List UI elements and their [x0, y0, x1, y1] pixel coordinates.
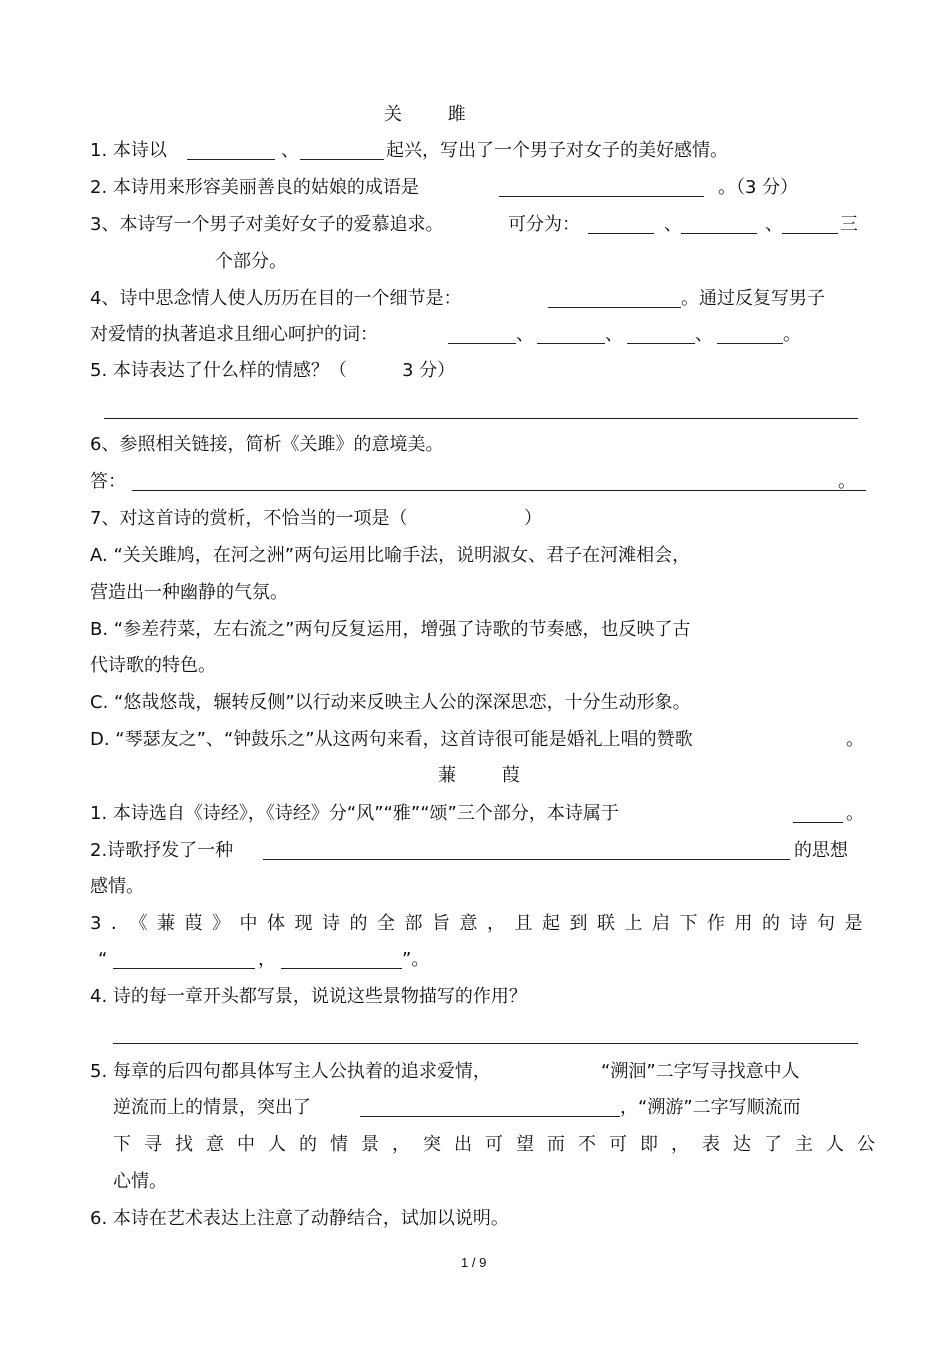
s2-q4-answer-line[interactable] [113, 1043, 858, 1044]
s1-q3-text-a: 3、本诗写一个男子对美好女子的爱慕追求。 [90, 214, 444, 235]
s1-q1-text-c: 起兴，写出了一个男子对女子的美好感情。 [386, 140, 728, 161]
s2-q1-text-b: 。 [846, 803, 864, 824]
s2-q2-text-b: 的思想 [794, 840, 848, 861]
s1-q5-answer-line[interactable] [104, 418, 858, 419]
s2-q5-blank[interactable] [360, 1098, 620, 1117]
s1-q6-text-b: 答： [90, 471, 126, 492]
s1-q4-text-g: 。 [783, 324, 801, 345]
s1-q1-text-a: 1. 本诗以 [90, 140, 167, 161]
s1-q4-text-d: 、 [516, 324, 534, 345]
s1-q4-text-e: 、 [605, 324, 623, 345]
s1-q4-blank-word-4[interactable] [717, 325, 783, 344]
s1-q3-text-e: 三 [840, 214, 858, 235]
s1-q6-text-a: 6、参照相关链接，简析《关雎》的意境美。 [90, 434, 444, 455]
s2-q5-text-e: 下寻找意中人的情景，突出可望而不可即，表达了主人公 [113, 1134, 888, 1155]
s1-q5-text-a: 5. 本诗表达了什么样的情感？（ [90, 360, 347, 381]
s1-q1-blank-1[interactable] [187, 141, 275, 160]
s2-q3-comma: ， [258, 949, 276, 970]
s2-q4-text-a: 4. 诗的每一章开头都写景，说说这些景物描写的作用？ [90, 986, 527, 1007]
page-number: 1 / 9 [461, 1255, 487, 1270]
s1-q4-blank-detail[interactable] [548, 289, 681, 308]
s1-q2-text-b: 。（3 分） [718, 177, 799, 198]
s1-q7-option-d-line1[interactable]: D. “琴瑟友之”、“钟鼓乐之”从这两句来看，这首诗很可能是婚礼上唱的赞歌 [90, 729, 693, 750]
s2-q3-blank-1[interactable] [113, 950, 255, 969]
section1-title: 关 雎 [384, 104, 486, 125]
s1-q2-blank[interactable] [499, 178, 704, 197]
s1-q4-text-b: 。通过反复写男子 [681, 288, 825, 309]
s1-q4-blank-word-2[interactable] [537, 325, 605, 344]
s1-q7-option-b-line2: 代诗歌的特色。 [90, 655, 216, 676]
s1-q3-text-f: 个部分。 [215, 251, 287, 272]
s1-q4-blank-word-1[interactable] [448, 325, 516, 344]
s2-q5-text-f: 心情。 [113, 1171, 167, 1192]
s2-q1-text-a: 1. 本诗选自《诗经》，《诗经》分“风”“雅”“颂”三个部分，本诗属于 [90, 803, 619, 824]
s1-q7-option-a-line1[interactable]: A. “关关雎鸠，在河之洲”两句运用比喻手法，说明淑女、君子在河滩相会， [90, 545, 691, 566]
s2-q5-text-a: 5. 每章的后四句都具体写主人公执着的追求爱情， [90, 1061, 491, 1082]
s1-q3-blank-1[interactable] [588, 215, 654, 234]
s2-q3-close-quote: ”。 [402, 949, 430, 970]
s1-q6-answer-blank[interactable] [132, 472, 836, 491]
s1-q5-text-b: 3 分） [402, 360, 456, 381]
s1-q3-text-c: 、 [664, 214, 682, 235]
s1-q7-option-b-line1[interactable]: B. “参差荇菜，左右流之”两句反复运用，增强了诗歌的节奏感，也反映了古 [90, 619, 691, 640]
s1-q4-text-f: 、 [695, 324, 713, 345]
s2-q3-text-a: 3．《蒹葭》中体现诗的全部旨意，且起到联上启下作用的诗句是 [90, 913, 872, 934]
s2-q1-blank[interactable] [793, 804, 843, 823]
s1-q2-text-a: 2. 本诗用来形容美丽善良的姑娘的成语是 [90, 177, 419, 198]
s2-q3-open-quote: “ [98, 949, 108, 970]
s2-q5-text-c: 逆流而上的情景，突出了 [113, 1097, 311, 1118]
s1-q7-option-c-line1[interactable]: C. “悠哉悠哉，辗转反侧”以行动来反映主人公的深深思恋，十分生动形象。 [90, 692, 691, 713]
s2-q5-text-d: ，“溯游”二字写顺流而 [620, 1097, 801, 1118]
s1-q6-answer-blank-tail [836, 472, 866, 491]
s1-q4-blank-word-3[interactable] [627, 325, 695, 344]
s1-q6-text-c: 。 [838, 471, 856, 492]
s1-q3-blank-2[interactable] [681, 215, 757, 234]
s2-q2-blank[interactable] [263, 841, 790, 860]
s1-q7-stem: 7、对这首诗的赏析，不恰当的一项是（ [90, 508, 408, 529]
s1-q7-option-d-end: 。 [846, 729, 864, 750]
s1-q7-option-a-line2: 营造出一种幽静的气氛。 [90, 582, 288, 603]
s1-q1-blank-2[interactable] [300, 141, 384, 160]
s1-q3-text-b: 可分为： [508, 214, 580, 235]
s1-q1-text-b: 、 [281, 140, 299, 161]
s2-q2-text-c: 感情。 [90, 876, 144, 897]
s2-q2-text-a: 2.诗歌抒发了一种 [90, 840, 234, 861]
s1-q4-text-a: 4、诗中思念情人使人历历在目的一个细节是： [90, 288, 462, 309]
s1-q4-text-c: 对爱情的执著追求且细心呵护的词： [90, 324, 378, 345]
s2-q5-text-b: “溯洄”二字写寻找意中人 [601, 1061, 800, 1082]
s2-q6-text-a: 6. 本诗在艺术表达上注意了动静结合，试加以说明。 [90, 1208, 509, 1229]
s1-q3-text-d: 、 [765, 214, 783, 235]
s1-q3-blank-3[interactable] [782, 215, 838, 234]
s2-q3-blank-2[interactable] [281, 950, 402, 969]
section2-title: 蒹 葭 [438, 765, 540, 786]
s1-q7-close: ） [524, 508, 542, 529]
